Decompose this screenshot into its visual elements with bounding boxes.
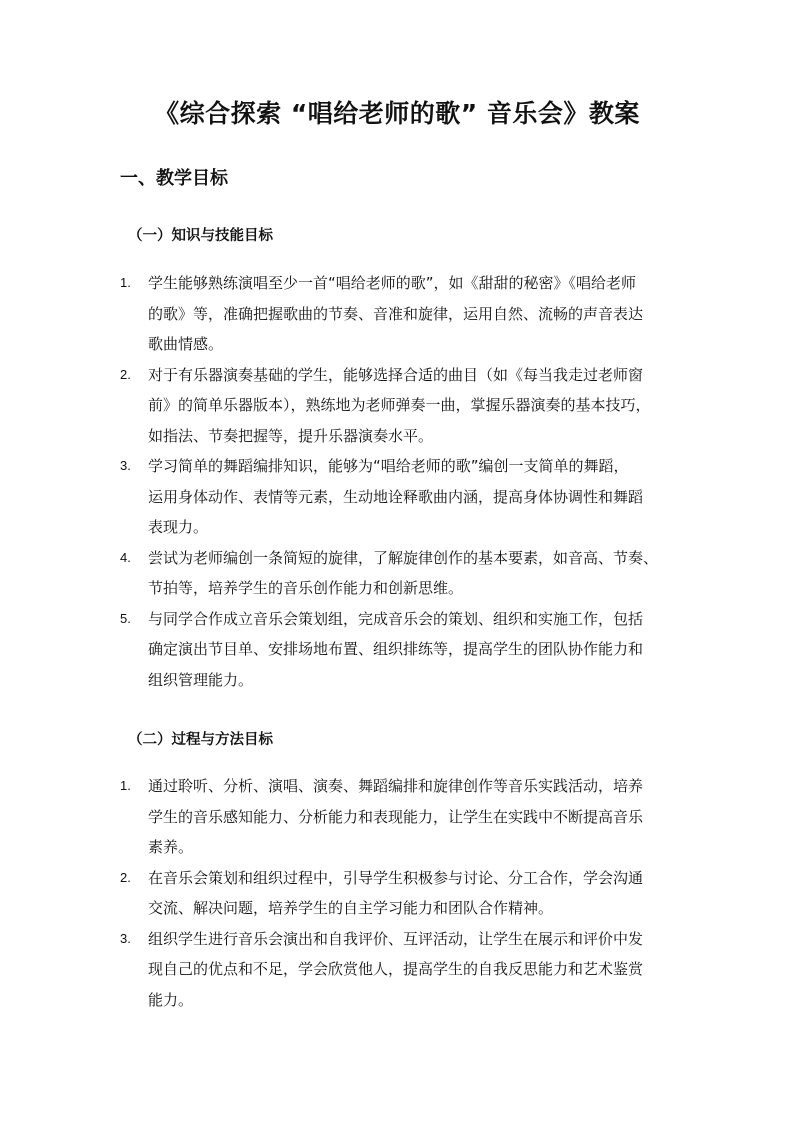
list-item-line: 素养。 (148, 838, 194, 856)
list-item-number: 2. (120, 869, 131, 885)
section-heading-teaching-goals: 一、教学目标 (120, 168, 228, 189)
list-item-line: 组织管理能力。 (148, 670, 254, 689)
list-item-line: 前》的简单乐器版本），熟练地为老师弹奏一曲，掌握乐器演奏的基本技巧， (148, 396, 651, 414)
list-item-line: 交流、解决问题，培养学生的自主学习能力和团队合作精神。 (148, 899, 554, 917)
list-item-line: 表现力。 (148, 518, 209, 536)
list-item-line: 学习简单的舞蹈编排知识，能够为“唱给老师的歌”编创一支简单的舞蹈， (148, 457, 629, 475)
list-item-number: 4. (120, 549, 131, 565)
knowledge-skills-list (120, 268, 680, 695)
list-item (120, 604, 680, 696)
list-item-line: 运用身体动作、表情等元素，生动地诠释歌曲内涵，提高身体协调性和舞蹈 (148, 487, 644, 506)
list-item-line: 如指法、节奏把握等，提升乐器演奏水平。 (148, 426, 434, 445)
list-item-line: 节拍等，培养学生的音乐创作能力和创新思维。 (148, 579, 464, 597)
list-item (120, 924, 680, 1016)
list-item-line: 通过聆听、分析、演唱、演奏、舞蹈编排和旋律创作等音乐实践活动，培养 (148, 777, 644, 795)
list-item-line: 歌曲情感。 (148, 335, 224, 353)
list-item (120, 771, 680, 863)
list-item-line: 现自己的优点和不足，学会欣赏他人，提高学生的自我反思能力和艺术鉴赏 (148, 960, 644, 978)
list-item-line: 确定演出节目单、安排场地布置、组织排练等，提高学生的团队协作能力和 (148, 640, 644, 658)
list-item-line: 学生能够熟练演唱至少一首“唱给老师的歌”，如《甜甜的秘密》《唱给老师 (148, 274, 637, 292)
list-item-line: 学生的音乐感知能力、分析能力和表现能力，让学生在实践中不断提高音乐 (148, 807, 644, 826)
list-item-line: 在音乐会策划和组织过程中，引导学生积极参与讨论、分工合作，学会沟通 (148, 868, 644, 887)
list-item-number: 1. (120, 778, 131, 793)
subsection-heading-knowledge-skills: （一）知识与技能目标 (128, 228, 273, 244)
process-methods-list (120, 771, 680, 1015)
list-item-line: 组织学生进行音乐会演出和自我评价、互评活动，让学生在展示和评价中发 (148, 929, 644, 948)
list-item-line: 与同学合作成立音乐会策划组，完成音乐会的策划、组织和实施工作，包括 (148, 609, 644, 628)
list-item-number: 5. (120, 610, 131, 626)
list-item (120, 863, 680, 924)
list-item-line: 尝试为老师编创一条简短的旋律，了解旋律创作的基本要素，如音高、节奏、 (148, 548, 659, 567)
subsection-heading-process-methods: （二）过程与方法目标 (128, 732, 273, 748)
document-title: 《综合探索 “唱给老师的歌” 音乐会》教案 (154, 99, 640, 128)
list-item (120, 451, 680, 543)
list-item-number: 2. (120, 366, 131, 382)
list-item (120, 360, 680, 452)
list-item-line: 的歌》等，准确把握歌曲的节奏、音准和旋律，运用自然、流畅的声音表达 (148, 304, 644, 323)
list-item-number: 3. (120, 930, 131, 946)
list-item-number: 3. (120, 458, 131, 473)
list-item (120, 543, 680, 604)
list-item (120, 268, 680, 360)
list-item-line: 对于有乐器演奏基础的学生，能够选择合适的曲目（如《每当我走过老师窗 (148, 365, 644, 384)
list-item-number: 1. (120, 275, 131, 290)
list-item-line: 能力。 (148, 990, 194, 1009)
